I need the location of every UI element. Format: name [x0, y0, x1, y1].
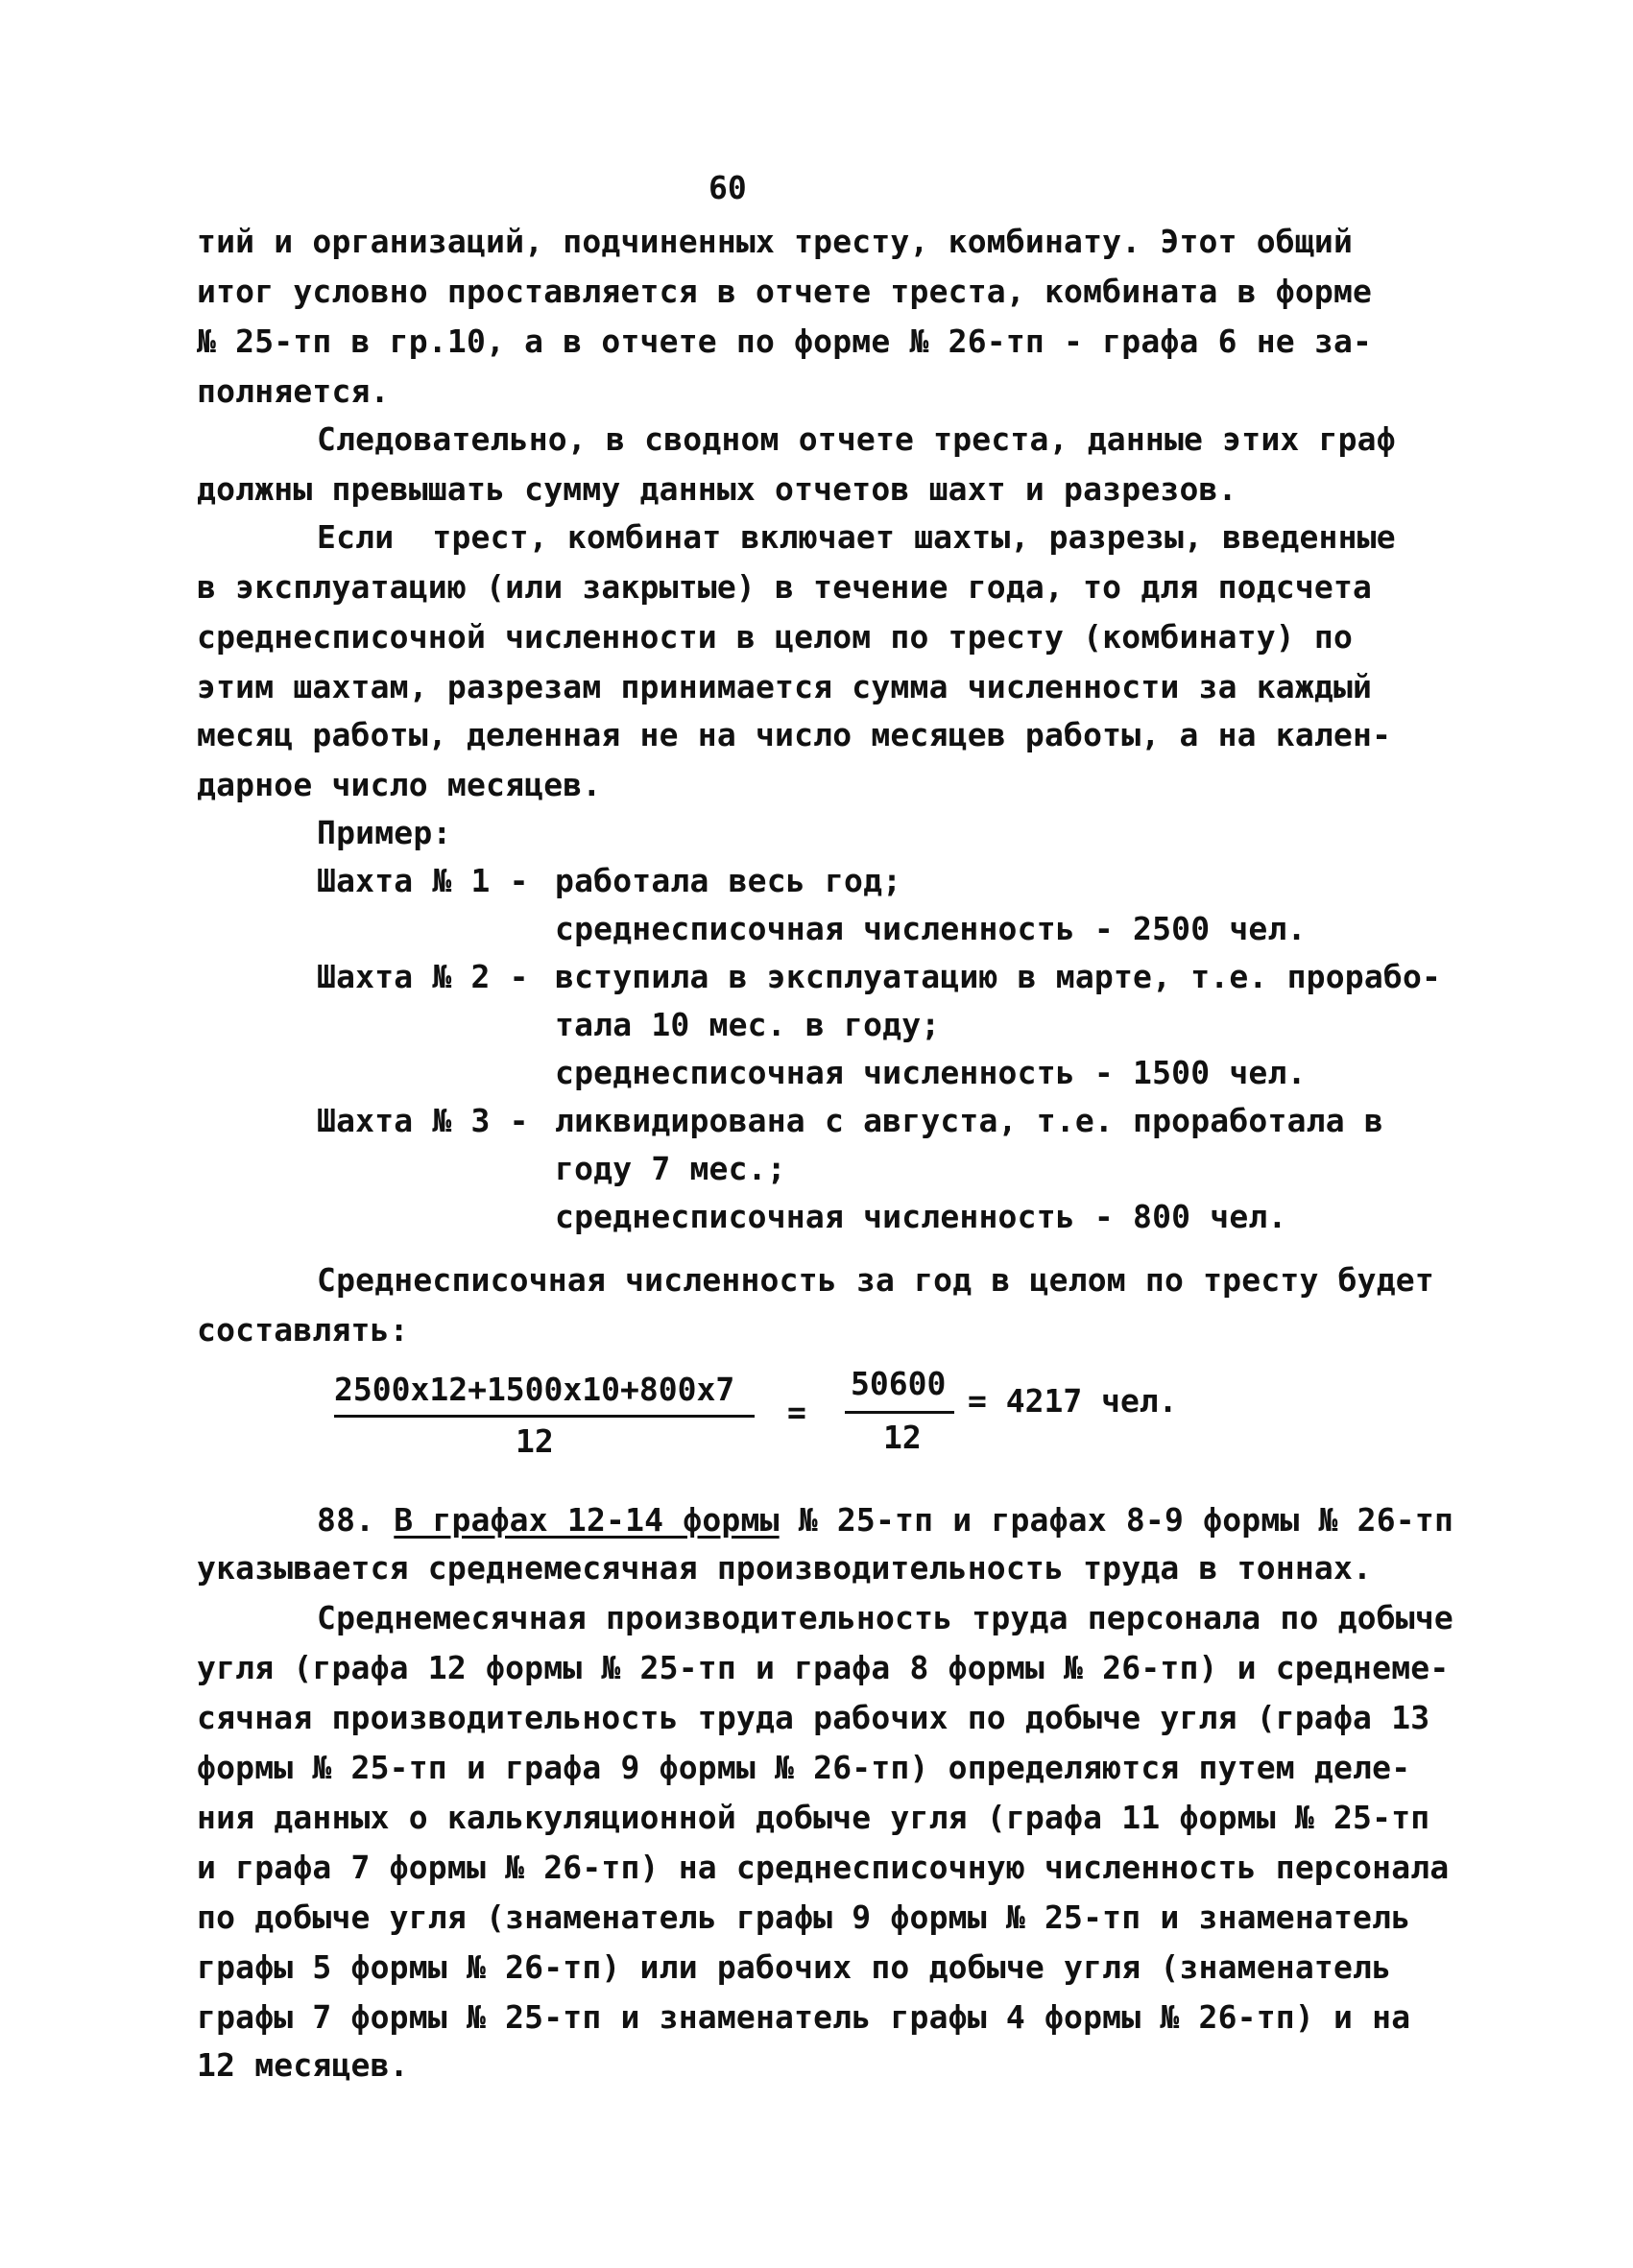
- text-line: угля (графа 12 формы № 25-тп и графа 8 формы № 26-тп) и среднеме-: [197, 1649, 1450, 1686]
- formula-equals: =: [787, 1394, 806, 1431]
- mine-1-line: среднесписочная численность - 2500 чел.: [555, 910, 1307, 947]
- text-line: в эксплуатацию (или закрытые) в течение года, то для подсчета: [197, 568, 1373, 606]
- formula-numerator-2: 50600: [851, 1365, 947, 1402]
- text-line: Среднесписочная численность за год в целом по тресту будет: [317, 1261, 1434, 1299]
- section-88-heading: [317, 1501, 1453, 1540]
- text-line: составлять:: [197, 1311, 409, 1349]
- page-number: 60: [708, 169, 747, 206]
- mine-3-line: году 7 мес.;: [555, 1150, 786, 1187]
- text-line: должны превышать сумму данных отчетов шахт и разрезов.: [197, 470, 1237, 508]
- mine-3-line: среднесписочная численность - 800 чел.: [555, 1198, 1287, 1235]
- fraction-bar-2: [845, 1411, 954, 1414]
- text-line: итог условно проставляется в отчете треста, комбината в форме: [197, 273, 1373, 310]
- section-underlined-text: В графах 12-14 формы: [394, 1501, 780, 1539]
- mine-2-name: Шахта № 2 -: [317, 958, 529, 995]
- text-line: Среднемесячная производительность труда персонала по добыче: [317, 1599, 1453, 1636]
- mine-2-line: тала 10 мес. в году;: [555, 1006, 941, 1043]
- mine-3-line: ликвидирована с августа, т.е. проработала в: [555, 1102, 1383, 1139]
- text-line: Если трест, комбинат включает шахты, разрезы, введенные: [317, 518, 1396, 556]
- formula-numerator-1: 2500x12+1500x10+800x7: [334, 1371, 735, 1408]
- text-line: № 25-тп в гр.10, а в отчете по форме № 26-тп - графа 6 не за-: [197, 322, 1373, 360]
- mine-1-name: Шахта № 1 -: [317, 862, 529, 899]
- text-line: Следовательно, в сводном отчете треста, данные этих граф: [317, 420, 1396, 458]
- text-line: дарное число месяцев.: [197, 766, 602, 803]
- text-line: сячная производительность труда рабочих по добыче угля (графа 13: [197, 1699, 1430, 1736]
- text-line: по добыче угля (знаменатель графы 9 формы № 25-тп и знаменатель: [197, 1898, 1411, 1936]
- text-line: среднесписочной численности в целом по тресту (комбинату) по: [197, 618, 1354, 656]
- formula-denominator-2: 12: [883, 1419, 922, 1456]
- mine-1-line: работала весь год;: [555, 862, 902, 899]
- text-line: полняется.: [197, 372, 390, 410]
- example-label: Пример:: [317, 814, 452, 851]
- section-heading-rest: № 25-тп и графах 8-9 формы № 26-тп: [779, 1501, 1454, 1539]
- text-line: тий и организаций, подчиненных тресту, комбинату. Этот общий: [197, 223, 1354, 260]
- formula-result: = 4217 чел.: [968, 1382, 1178, 1420]
- text-line: графы 5 формы № 26-тп) или рабочих по добыче угля (знаменатель: [197, 1948, 1392, 1986]
- fraction-bar-1: [334, 1415, 755, 1418]
- text-line: формы № 25-тп и графа 9 формы № 26-тп) определяются путем деле-: [197, 1749, 1411, 1786]
- text-line: указывается среднемесячная производительность труда в тоннах.: [197, 1549, 1373, 1587]
- mine-2-line: вступила в эксплуатацию в марте, т.е. прорабо-: [555, 958, 1442, 995]
- mine-3-name: Шахта № 3 -: [317, 1102, 529, 1139]
- text-line: этим шахтам, разрезам принимается сумма численности за каждый: [197, 668, 1373, 705]
- text-line: месяц работы, деленная не на число месяцев работы, а на кален-: [197, 716, 1392, 753]
- text-line: 12 месяцев.: [197, 2046, 409, 2084]
- formula-denominator-1: 12: [516, 1422, 554, 1460]
- section-number: 88.: [317, 1501, 375, 1539]
- mine-2-line: среднесписочная численность - 1500 чел.: [555, 1054, 1307, 1091]
- text-line: и графа 7 формы № 26-тп) на среднесписочную численность персонала: [197, 1849, 1450, 1886]
- text-line: графы 7 формы № 25-тп и знаменатель графы 4 формы № 26-тп) и на: [197, 1998, 1411, 2036]
- text-line: ния данных о калькуляционной добыче угля (графа 11 формы № 25-тп: [197, 1799, 1430, 1836]
